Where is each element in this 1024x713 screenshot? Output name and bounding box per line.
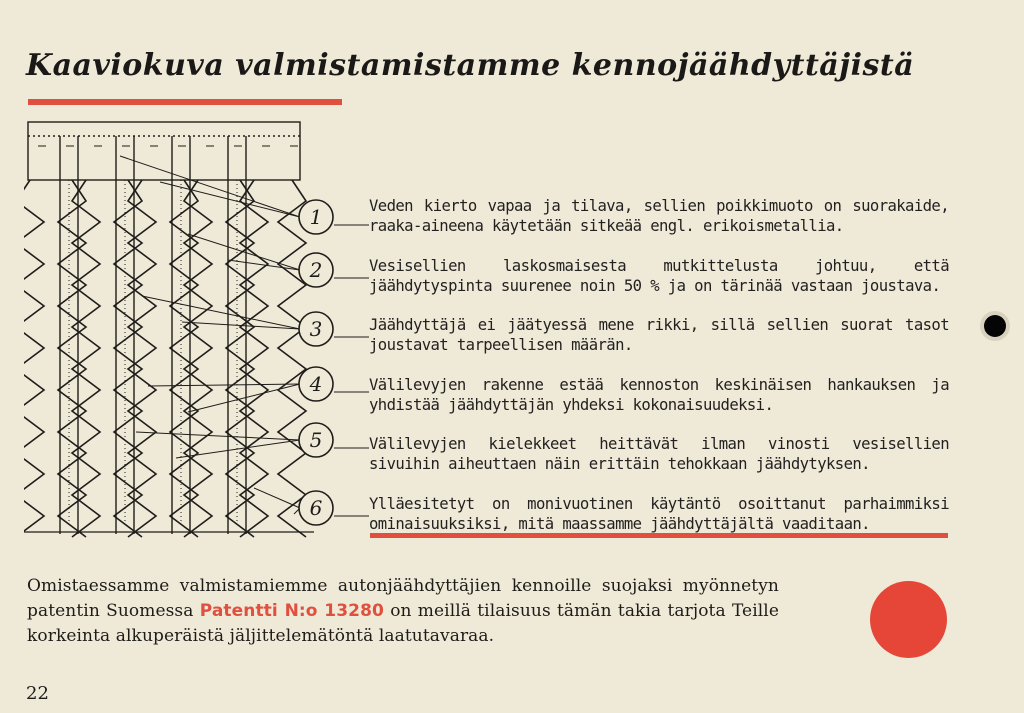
callout-number: 1 [309,205,323,229]
feature-text: Ylläesitetyt on monivuotinen käytäntö osoittanut parhaimmiksi ominaisuuksiksi, mitä maassamme jäähdyttäjältä vaaditaan. [369,494,949,533]
feature-list [369,196,949,554]
title-underline [28,99,342,105]
patent-text-before: Omistaessamme valmistamiemme autonjäähdyttäjien kennoille suojaksi myönnetyn patentin Suomessa [27,576,779,621]
patent-paragraph [27,574,779,649]
patent-number: Patentti N:o 13280 [199,601,384,621]
feature-text: Veden kierto vapaa ja tilava, sellien poikkimuoto on suorakaide, raaka-aineena käytetään sitkeää engl. erikoismetallia. [369,197,949,235]
feature-item [369,494,949,554]
feature-text: Vesisellien laskosmaisesta mutkittelusta johtuu, että jäähdytyspinta suurenee noin 50 % ja on tärinää vastaan joustava. [369,256,949,295]
callout-number: 6 [309,496,323,520]
callout-number: 2 [309,258,323,282]
feature-text: Välilevyjen rakenne estää kennoston keskinäisen hankauksen ja yhdistää jäähdyttäjän yhdeksi kokonaisuudeksi. [369,375,949,414]
page-number: 22 [26,683,49,704]
feature-item [369,375,949,435]
binder-punch-hole [984,315,1006,337]
feature-text: Jäähdyttäjä ei jäätyessä mene rikki, sillä sellien suorat tasot joustavat tarpeellisen määrän. [369,316,949,355]
callout-number: 3 [309,317,323,341]
feature-item [369,315,949,375]
callout-number: 4 [309,372,323,396]
feature-text: Välilevyjen kielekkeet heittävät ilman vinosti vesisellien sivuihin aiheuttaen näin erittäin tehokkaan jäähdytyksen. [369,435,949,474]
callout-marker [188,234,369,287]
feature-item [369,434,949,494]
red-dot-decoration [870,581,947,658]
callout-number: 5 [309,428,323,452]
patent-text-after: on meillä tilaisuus tämän takia tarjota Teille korkeinta alkuperäistä jäljittelemätöntä laatutavaraa. [27,601,779,646]
callout-marker [148,367,369,412]
radiator-core-diagram [24,116,369,541]
feature-list-underline [370,533,948,538]
page-title: Kaaviokuva valmistamistamme kennojäähdyttäjistä [26,48,915,83]
callout-marker [254,488,369,525]
feature-item [369,196,949,256]
feature-item [369,256,949,316]
